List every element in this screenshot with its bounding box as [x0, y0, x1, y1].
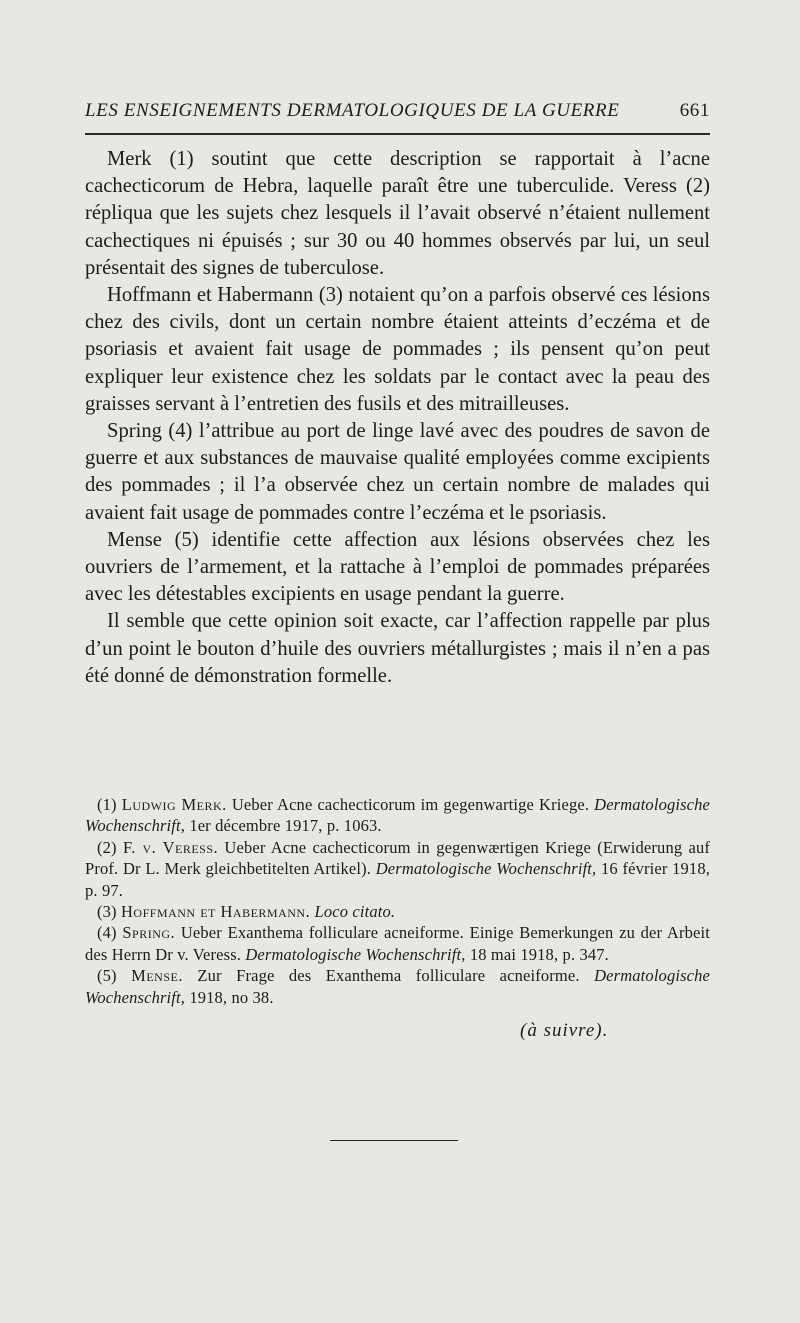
footnote-number: (3): [97, 902, 117, 922]
footnote-text: Ueber Acne cachecticorum im gegenwartige Kriege.: [231, 795, 590, 814]
footnote-text: Ueber Acne cachecticorum in gegenwærtigen Kriege (Erwiderung auf Prof. Dr L. Merk gleichbetitelten Artikel).: [85, 837, 711, 879]
footnote-journal: Loco citato.: [314, 902, 396, 922]
footnote-journal: Dermatologische Wochenschrift,: [85, 795, 711, 836]
running-title: LES ENSEIGNEMENTS DERMATOLOGIQUES DE LA GUERRE: [85, 100, 620, 121]
footnote-number: (1): [97, 795, 117, 814]
footnote-author: F. v. Veress.: [122, 837, 219, 857]
paragraph: Merk (1) soutint que cette description se rapportait à l’acne cachecticorum de Hebra, laquelle paraît être une tuberculide. Veress (2) répliqua que les sujets chez lesquels il l’avait observé n’étaient nullement cachectiques ni épuisés ; sur 30 ou 40 hommes observés par lui, un seul présentait des signes de tuberculose.: [85, 148, 710, 279]
footnote-3: [85, 901, 710, 922]
paragraph: Mense (5) identifie cette affection aux lésions observées chez les ouvriers de l’armement, et la rattache à l’emploi de pommades préparées avec les détestables excipients en usage pendant la guerre.: [85, 528, 710, 606]
footnote-author: Mense.: [131, 966, 183, 986]
footnote-author: Hoffmann et Habermann.: [120, 902, 311, 922]
footnote-text: Ueber Exanthema folliculare acneiforme. Einige Bemerkungen zu der Arbeit des Herrn Dr v. Veress.: [85, 923, 710, 964]
footnote-date: 1918, no 38.: [189, 987, 274, 1007]
footnote-2: [85, 837, 710, 901]
to-be-continued: (à suivre).: [520, 1020, 609, 1041]
footnote-4: [85, 922, 710, 965]
footnote-journal: Dermatologische Wochenschrift,: [245, 944, 466, 964]
footnote-5: [85, 965, 710, 1008]
footnote-journal: Dermatologische Wochenschrift,: [85, 966, 711, 1007]
footnote-date: 16 février 1918, p. 97.: [85, 859, 710, 900]
footnote-text: Zur Frage des Exanthema folliculare acneiforme.: [197, 966, 580, 986]
footnote-author: Spring.: [122, 923, 176, 943]
paragraph: Spring (4) l’attribue au port de linge lavé avec des poudres de savon de guerre et aux substances de mauvaise qualité employées comme excipients des pommades ; il l’a observée chez un certain nombre de malades qui avaient fait usage de pommades contre l’eczéma et le psoriasis.: [85, 420, 710, 524]
page-number: 661: [679, 100, 710, 121]
footnote-1: [85, 794, 710, 837]
header-rule: [85, 133, 710, 135]
footnote-number: (2): [97, 837, 117, 857]
footnote-number: (4): [97, 923, 117, 943]
main-text: [85, 146, 710, 690]
footnote-date: 1er décembre 1917, p. 1063.: [189, 816, 382, 836]
footnote-author: Ludwig Merk.: [121, 795, 227, 814]
paragraph: Il semble que cette opinion soit exacte, car l’affection rappelle par plus d’un point le bouton d’huile des ouvriers métallurgistes ; mais il n’en a pas été donné de démonstration formelle.: [85, 610, 710, 687]
running-header: [85, 100, 710, 128]
footnotes: [85, 794, 710, 1008]
footnote-number: (5): [97, 966, 117, 986]
footnote-journal: Dermatologische Wochenschrift,: [375, 859, 597, 879]
paragraph: Hoffmann et Habermann (3) notaient qu’on a parfois observé ces lésions chez des civils, dont un certain nombre étaient atteints d’eczéma et de psoriasis et avaient fait usage de pommades ; ils pensent qu’on peut expliquer leur existence chez les soldats par le contact avec la peau des graisses servant à l’entretien des fusils et des mitrailleuses.: [85, 284, 710, 415]
end-rule: [330, 1140, 458, 1141]
footnote-date: 18 mai 1918, p. 347.: [469, 944, 609, 964]
